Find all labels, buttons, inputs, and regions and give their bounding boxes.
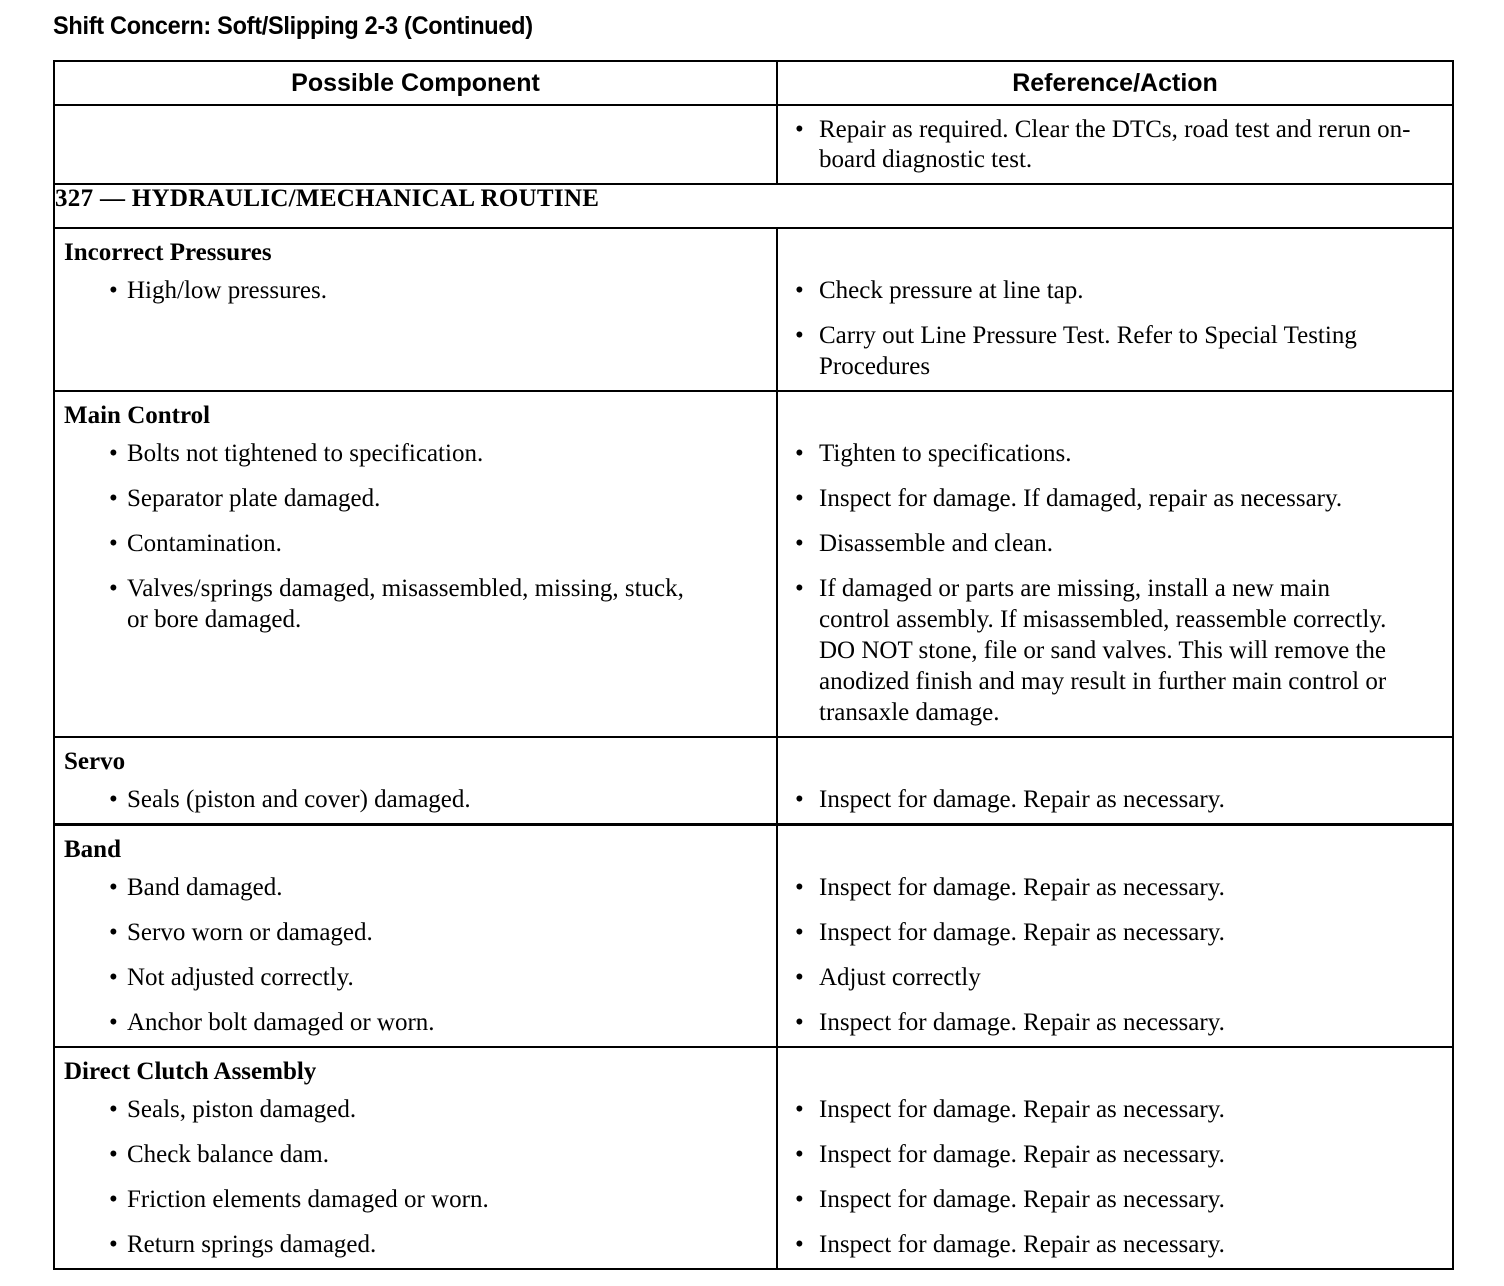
- action-item: • Inspect for damage. Repair as necessary.: [786, 1139, 1444, 1170]
- group-title: Direct Clutch Assembly: [64, 1058, 317, 1085]
- table-header-row: [54, 61, 1453, 105]
- group-title: Main Control: [64, 402, 211, 429]
- component-item: • Valves/springs damaged, misassembled, missing, stuck, or bore damaged.: [64, 573, 768, 635]
- action-item: • Carry out Line Pressure Test. Refer to Special Testing Procedures: [786, 320, 1444, 382]
- table-row-band: [54, 825, 1453, 1048]
- diagnostic-table: [53, 60, 1454, 1270]
- component-item: • Anchor bolt damaged or worn.: [64, 1007, 768, 1038]
- action-item: • Tighten to specifications.: [786, 438, 1444, 469]
- component-item: • High/low pressures.: [64, 275, 768, 306]
- action-item: • Adjust correctly: [786, 962, 1444, 993]
- component-item: • Check balance dam.: [64, 1139, 768, 1170]
- page-title: Shift Concern: Soft/Slipping 2-3 (Continued): [53, 12, 533, 40]
- action-item: • Inspect for damage. Repair as necessary.: [786, 1094, 1444, 1125]
- action-item: • Disassemble and clean.: [786, 528, 1444, 559]
- column-header-possible-component: Possible Component: [54, 61, 777, 105]
- component-cell: [54, 105, 777, 184]
- section-heading-row: [54, 184, 1453, 228]
- action-item: • Inspect for damage. Repair as necessary.: [786, 784, 1444, 815]
- component-item: • Separator plate damaged.: [64, 483, 768, 514]
- component-cell: [54, 1047, 777, 1269]
- action-item: • Inspect for damage. Repair as necessary.: [786, 1007, 1444, 1038]
- column-header-reference-action: Reference/Action: [777, 61, 1453, 105]
- component-cell: [54, 825, 777, 1048]
- component-item: • Seals, piston damaged.: [64, 1094, 768, 1125]
- component-item: • Band damaged.: [64, 872, 768, 903]
- action-item: • Inspect for damage. Repair as necessary.: [786, 872, 1444, 903]
- section-heading: 327 — HYDRAULIC/MECHANICAL ROUTINE: [54, 184, 1453, 228]
- component-cell: [54, 737, 777, 825]
- table-row-continued: [54, 105, 1453, 184]
- component-item: • Seals (piston and cover) damaged.: [64, 784, 768, 815]
- component-item: • Contamination.: [64, 528, 768, 559]
- table-row-incorrect-pressures: [54, 228, 1453, 391]
- component-item: • Not adjusted correctly.: [64, 962, 768, 993]
- action-item: • Inspect for damage. Repair as necessary.: [786, 1184, 1444, 1215]
- action-cell: [777, 737, 1453, 825]
- action-item: • Inspect for damage. If damaged, repair as necessary.: [786, 483, 1444, 514]
- action-cell: [777, 105, 1453, 184]
- component-item: • Friction elements damaged or worn.: [64, 1184, 768, 1215]
- action-item: • Inspect for damage. Repair as necessary.: [786, 1229, 1444, 1260]
- action-cell: [777, 391, 1453, 737]
- component-item: • Return springs damaged.: [64, 1229, 768, 1260]
- component-item: • Bolts not tightened to specification.: [64, 438, 768, 469]
- component-item: • Servo worn or damaged.: [64, 917, 768, 948]
- table-row-main-control: [54, 391, 1453, 737]
- group-title: Band: [64, 836, 121, 863]
- table-row-direct-clutch-assembly: [54, 1047, 1453, 1269]
- action-item: • Repair as required. Clear the DTCs, road test and rerun on-board diagnostic test.: [786, 115, 1444, 175]
- table-row-servo: [54, 737, 1453, 825]
- group-title: Servo: [64, 748, 126, 775]
- action-item: • Inspect for damage. Repair as necessary.: [786, 917, 1444, 948]
- action-item: • If damaged or parts are missing, install a new main control assembly. If misassembled, reassemble correctly. DO NOT stone, file or sand valves. This will remove the anodized finish and may result in further main control or transaxle damage.: [786, 573, 1444, 728]
- action-cell: [777, 228, 1453, 391]
- action-item: • Check pressure at line tap.: [786, 275, 1444, 306]
- group-title: Incorrect Pressures: [64, 239, 272, 266]
- component-cell: [54, 228, 777, 391]
- component-cell: [54, 391, 777, 737]
- action-cell: [777, 1047, 1453, 1269]
- action-cell: [777, 825, 1453, 1048]
